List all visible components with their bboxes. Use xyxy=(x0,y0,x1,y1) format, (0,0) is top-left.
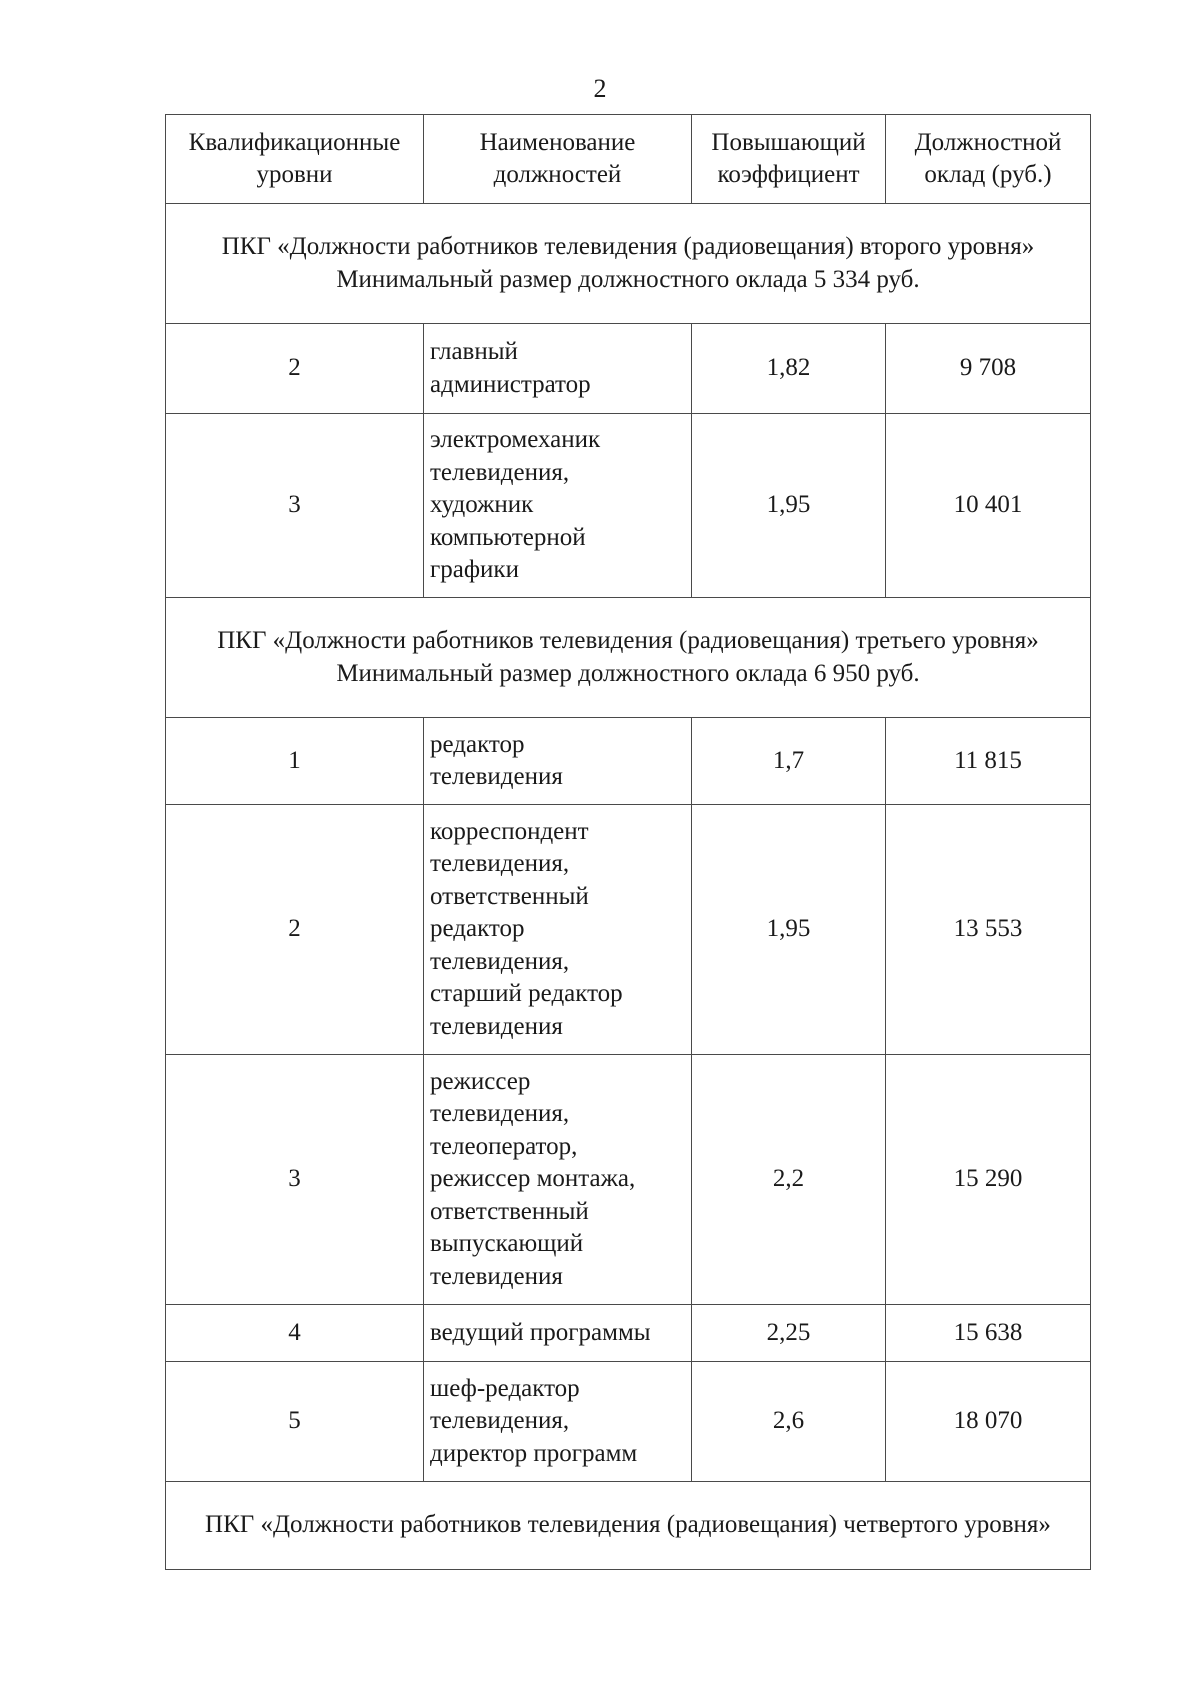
position-text: шеф-редактор телевидения, директор программ xyxy=(430,1374,638,1467)
salary-table xyxy=(165,114,1091,1570)
coefficient-cell: 1,82 xyxy=(692,324,886,414)
position-text: режиссер телевидения, телеоператор, режиссер монтажа, ответственный выпускающий телевидения xyxy=(430,1067,636,1290)
salary-cell: 10 401 xyxy=(886,414,1091,598)
header-salary: Должностной оклад (руб.) xyxy=(886,115,1091,204)
group-header-cell xyxy=(166,1482,1091,1570)
group-row xyxy=(166,204,1091,324)
table-row xyxy=(166,414,1091,598)
coefficient-cell: 1,95 xyxy=(692,414,886,598)
level-cell: 5 xyxy=(166,1362,424,1482)
level-cell: 2 xyxy=(166,805,424,1055)
position-cell xyxy=(424,1055,692,1305)
coefficient-cell: 2,6 xyxy=(692,1362,886,1482)
table-row xyxy=(166,805,1091,1055)
table-row xyxy=(166,1055,1091,1305)
level-cell: 4 xyxy=(166,1305,424,1362)
level-cell: 1 xyxy=(166,718,424,805)
group-header-cell xyxy=(166,204,1091,324)
level-cell: 3 xyxy=(166,414,424,598)
table-row xyxy=(166,324,1091,414)
position-cell xyxy=(424,1305,692,1362)
salary-cell: 13 553 xyxy=(886,805,1091,1055)
group-min-salary: Минимальный размер должностного оклада 5 334 руб. xyxy=(336,265,920,293)
salary-cell: 11 815 xyxy=(886,718,1091,805)
group-row xyxy=(166,1482,1091,1570)
position-text: ведущий программы xyxy=(430,1318,651,1346)
level-cell: 2 xyxy=(166,324,424,414)
table-row xyxy=(166,1305,1091,1362)
level-cell: 3 xyxy=(166,1055,424,1305)
position-text: электромеханик телевидения, художник компьютерной графики xyxy=(430,426,601,584)
salary-cell: 9 708 xyxy=(886,324,1091,414)
page-number: 2 xyxy=(593,74,607,103)
group-title: ПКГ «Должности работников телевидения (радиовещания) второго уровня» xyxy=(221,233,1035,260)
group-title: ПКГ «Должности работников телевидения (радиовещания) четвертого уровня» xyxy=(205,1511,1051,1539)
group-row xyxy=(166,598,1091,718)
coefficient-cell: 1,95 xyxy=(692,805,886,1055)
position-cell xyxy=(424,324,692,414)
salary-cell: 15 638 xyxy=(886,1305,1091,1362)
salary-cell: 18 070 xyxy=(886,1362,1091,1482)
position-cell xyxy=(424,805,692,1055)
header-qualification-levels: Квалификационные уровни xyxy=(166,115,424,204)
position-text: корреспондент телевидения, ответственный редактор телевидения, старший редактор телевидения xyxy=(430,817,623,1040)
table-row xyxy=(166,718,1091,805)
coefficient-cell: 2,2 xyxy=(692,1055,886,1305)
position-cell xyxy=(424,1362,692,1482)
position-text: редактор телевидения xyxy=(430,730,563,790)
salary-cell: 15 290 xyxy=(886,1055,1091,1305)
table-header-row xyxy=(166,115,1091,204)
position-cell xyxy=(424,414,692,598)
position-text: главный администратор xyxy=(430,338,591,398)
table-row xyxy=(166,1362,1091,1482)
group-header-cell xyxy=(166,598,1091,718)
group-title: ПКГ «Должности работников телевидения (радиовещания) третьего уровня» xyxy=(217,627,1039,654)
header-coefficient: Повышающий коэффициент xyxy=(692,115,886,204)
coefficient-cell: 2,25 xyxy=(692,1305,886,1362)
position-cell xyxy=(424,718,692,805)
coefficient-cell: 1,7 xyxy=(692,718,886,805)
header-position-names: Наименование должностей xyxy=(424,115,692,204)
group-min-salary: Минимальный размер должностного оклада 6 950 руб. xyxy=(336,659,920,687)
